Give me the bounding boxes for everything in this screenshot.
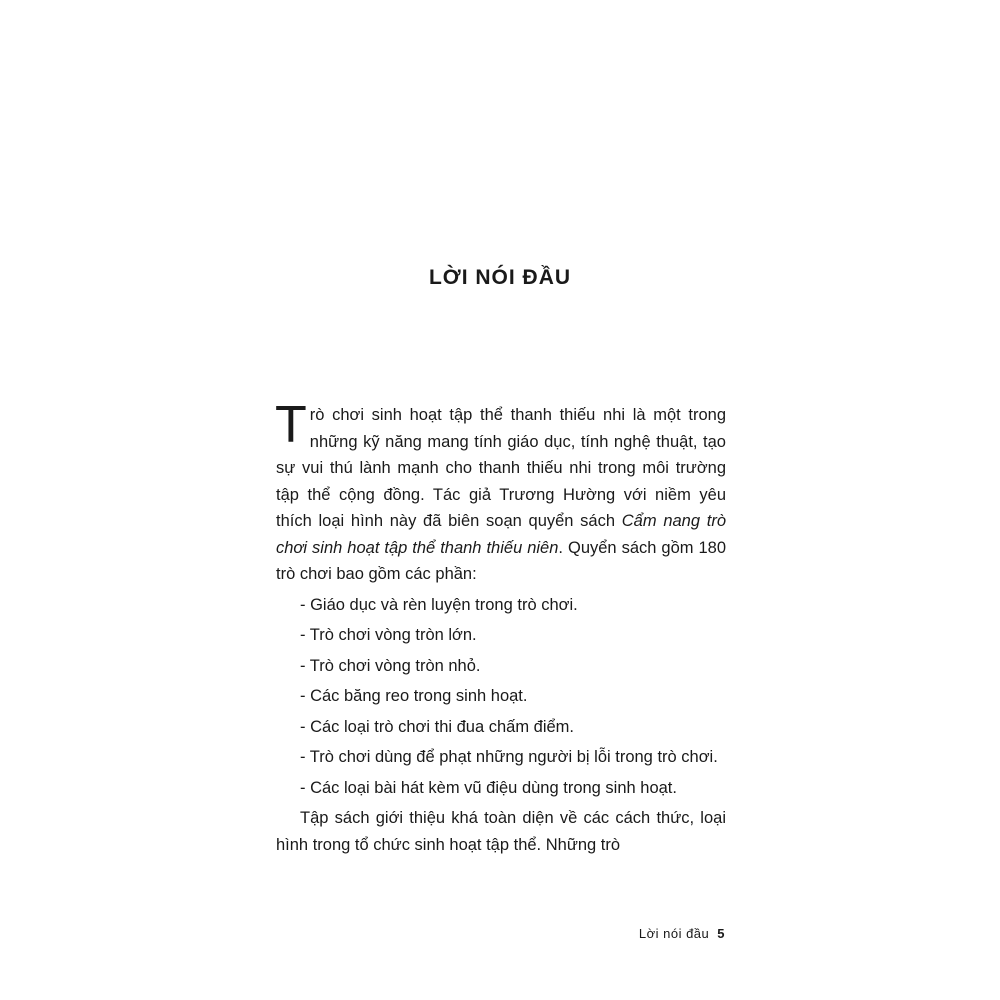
list-item: - Các băng reo trong sinh hoạt. bbox=[300, 687, 528, 705]
intro-text: rò chơi sinh hoạt tập thể thanh thiếu nhi là một trong những kỹ năng mang tính giáo dục, tính nghệ thuật, tạo sự vui thú lành mạnh cho thanh thiếu nhi trong môi trường tập thể cộng đồng. Tác giả Trương Hường với niềm yêu thích loại hình này đã biên soạn quyển sách bbox=[276, 406, 726, 530]
footer-label: Lời nói đầu bbox=[638, 926, 710, 941]
intro-paragraph bbox=[275, 396, 726, 588]
list-item: - Trò chơi dùng để phạt những người bị lỗi trong trò chơi. bbox=[300, 748, 718, 766]
page-number: 5 bbox=[717, 926, 725, 941]
intro-tail: . Quyển sách gồm 180 trò chơi bao gồm các phần: bbox=[276, 538, 726, 583]
book-title: Cẩm nang trò chơi sinh hoạt tập thể thanh thiếu niên bbox=[276, 512, 726, 557]
list-item: - Giáo dục và rèn luyện trong trò chơi. bbox=[300, 595, 578, 614]
drop-cap: T bbox=[275, 396, 307, 454]
list-item: - Các loại bài hát kèm vũ điệu dùng trong sinh hoạt. bbox=[300, 778, 677, 797]
closing-paragraph: Tập sách giới thiệu khá toàn diện về các cách thức, loại hình trong tổ chức sinh hoạt tập thể. Những trò bbox=[276, 809, 726, 854]
body-text bbox=[275, 396, 726, 858]
list-item: - Trò chơi vòng tròn lớn. bbox=[300, 626, 477, 644]
running-footer bbox=[639, 926, 725, 941]
page-title: LỜI NÓI ĐẦU bbox=[428, 266, 572, 289]
list-item: - Các loại trò chơi thi đua chấm điểm. bbox=[300, 717, 575, 736]
list-item: - Trò chơi vòng tròn nhỏ. bbox=[300, 656, 481, 675]
